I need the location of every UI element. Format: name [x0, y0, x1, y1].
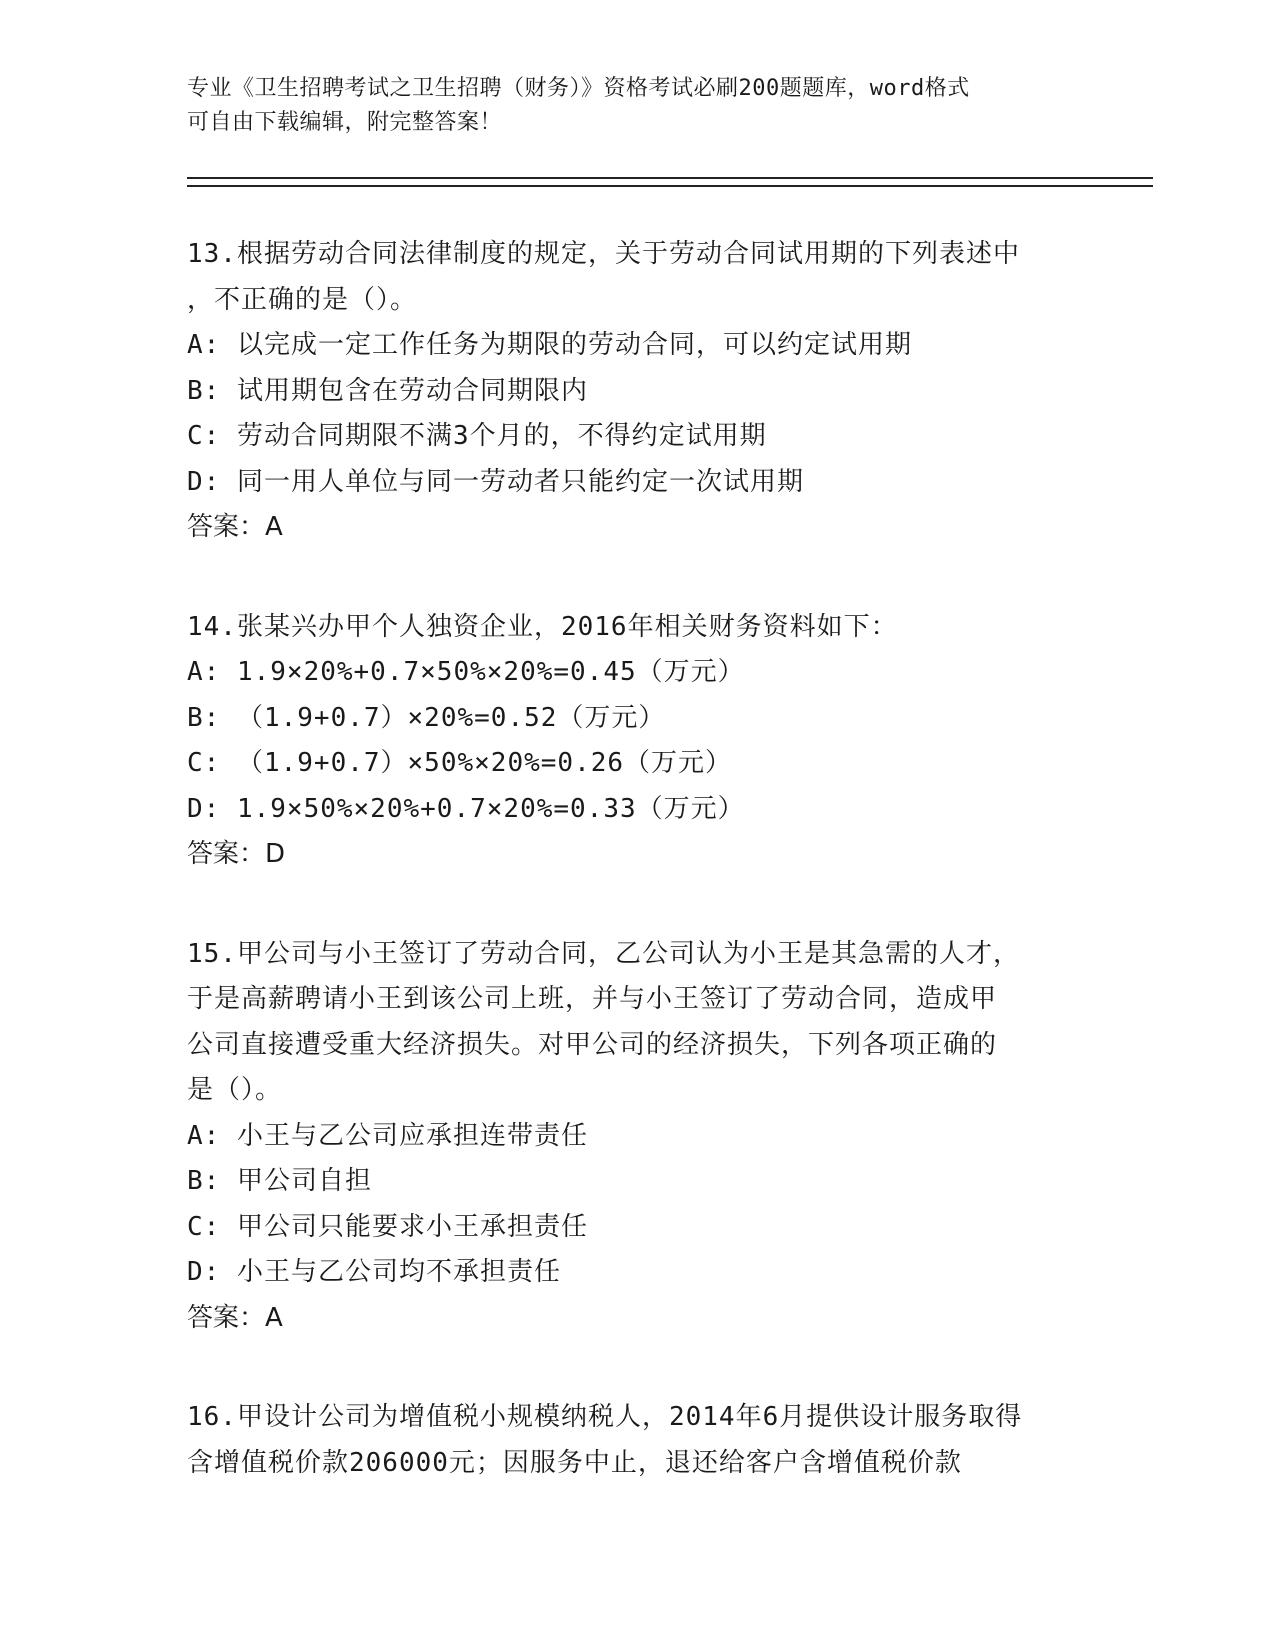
option-b: B: 甲公司自担 [187, 1166, 372, 1196]
document-header [187, 72, 1087, 140]
option-a: A: 以完成一定工作任务为期限的劳动合同，可以约定试用期 [187, 330, 912, 360]
question-15 [187, 932, 1087, 1342]
option-a: A: 小王与乙公司应承担连带责任 [187, 1120, 588, 1151]
header-line-1: 专业《卫生招聘考试之卫生招聘（财务）》资格考试必刷200题题库，word格式 [187, 76, 970, 101]
option-c: C: 甲公司只能要求小王承担责任 [187, 1211, 588, 1242]
question-stem-line: 14.张某兴办甲个人独资企业，2016年相关财务资料如下： [187, 611, 898, 642]
question-stem-line: 15.甲公司与小王签订了劳动合同，乙公司认为小王是其急需的人才， [187, 938, 1020, 969]
question-14 [187, 605, 1087, 878]
answer: 答案：A [187, 1302, 283, 1333]
question-stem-line: ，不正确的是（）。 [187, 284, 418, 315]
option-d: D: 1.9×50%×20%+0.7×20%=0.33（万元） [187, 793, 745, 824]
option-a: A: 1.9×20%+0.7×50%×20%=0.45（万元） [187, 657, 745, 687]
question-stem-line: 公司直接遭受重大经济损失。对甲公司的经济损失，下列各项正确的 [187, 1029, 998, 1060]
option-c: C: （1.9+0.7）×50%×20%=0.26（万元） [187, 748, 733, 778]
option-b: B: （1.9+0.7）×20%=0.52（万元） [187, 702, 666, 733]
question-stem-line: 13.根据劳动合同法律制度的规定，关于劳动合同试用期的下列表述中 [187, 239, 1020, 269]
question-list [187, 232, 1087, 1540]
question-16 [187, 1395, 1087, 1486]
answer: 答案：D [187, 839, 286, 869]
option-c: C: 劳动合同期限不满3个月的，不得约定试用期 [187, 421, 767, 451]
question-stem-line: 16.甲设计公司为增值税小规模纳税人，2014年6月提供设计服务取得 [187, 1402, 1023, 1432]
option-d: D: 小王与乙公司均不承担责任 [187, 1257, 561, 1287]
question-stem-line: 是（）。 [187, 1075, 283, 1105]
answer: 答案：A [187, 512, 283, 542]
option-d: D: 同一用人单位与同一劳动者只能约定一次试用期 [187, 466, 804, 497]
header-divider [187, 177, 1153, 187]
question-13 [187, 232, 1087, 551]
option-b: B: 试用期包含在劳动合同期限内 [187, 375, 588, 406]
question-stem-line: 于是高薪聘请小王到该公司上班，并与小王签订了劳动合同，造成甲 [187, 984, 998, 1014]
header-line-2: 可自由下载编辑，附完整答案！ [187, 110, 503, 135]
question-stem-line: 含增值税价款206000元；因服务中止，退还给客户含增值税价款 [187, 1447, 962, 1478]
